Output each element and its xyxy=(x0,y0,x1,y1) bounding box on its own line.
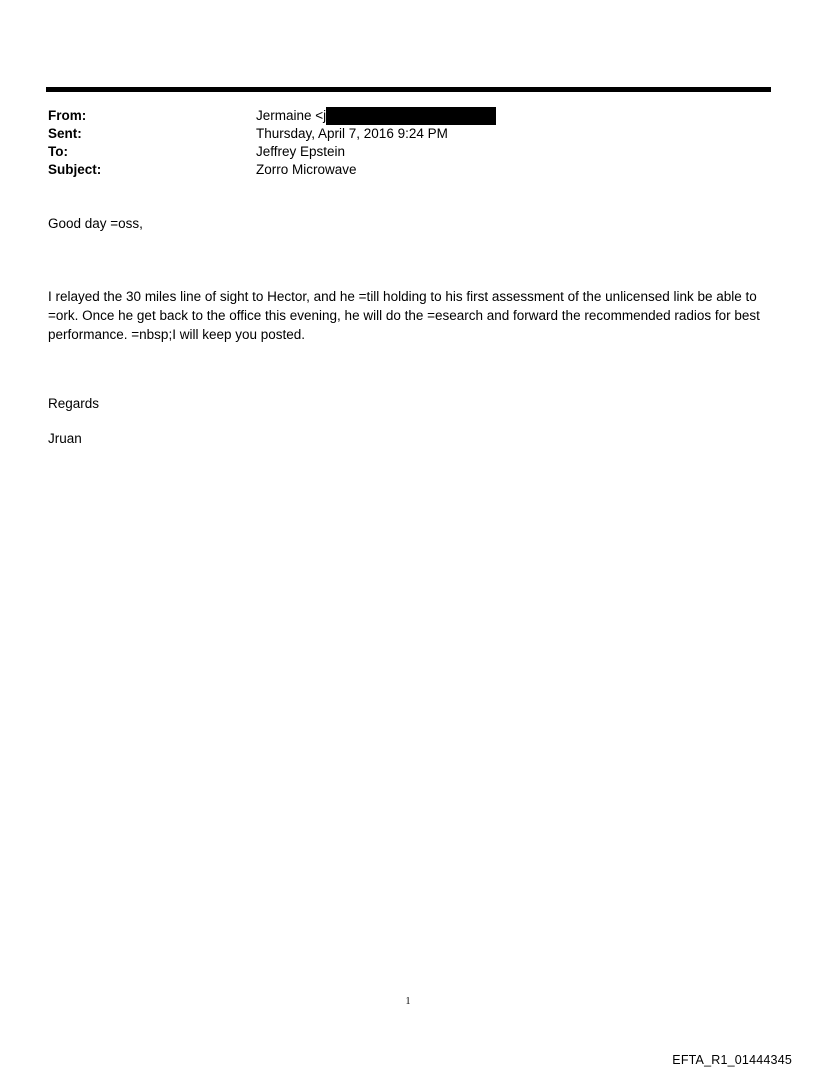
subject-label: Subject: xyxy=(48,162,102,177)
to-label: To: xyxy=(48,144,68,159)
email-closing: Regards xyxy=(48,396,100,411)
subject-value: Zorro Microwave xyxy=(256,162,357,177)
email-header xyxy=(48,107,496,179)
sent-label: Sent: xyxy=(48,126,82,141)
from-value xyxy=(256,107,496,125)
document-id: EFTA_R1_01444345 xyxy=(672,1053,792,1067)
email-signature: Jruan xyxy=(48,431,82,446)
to-value: Jeffrey Epstein xyxy=(256,144,346,159)
from-value-text: Jermaine <j xyxy=(256,108,327,123)
email-body-paragraph: I relayed the 30 miles line of sight to Hector, and he =till holding to his first assessment of the unlicensed link be able to =ork. Once he get back to the office this evening, he will do the =esearch and forward the recommended radios for best performance. =nbsp;I will keep you posted. xyxy=(48,289,760,342)
sent-row xyxy=(48,125,496,143)
from-label: From: xyxy=(48,108,87,123)
to-row xyxy=(48,143,496,161)
subject-row xyxy=(48,161,496,179)
sent-value: Thursday, April 7, 2016 9:24 PM xyxy=(256,126,448,141)
header-divider xyxy=(46,87,771,92)
from-row xyxy=(48,107,496,125)
email-greeting: Good day =oss, xyxy=(48,216,143,231)
page-number: 1 xyxy=(405,996,411,1007)
redaction-block xyxy=(326,107,496,125)
